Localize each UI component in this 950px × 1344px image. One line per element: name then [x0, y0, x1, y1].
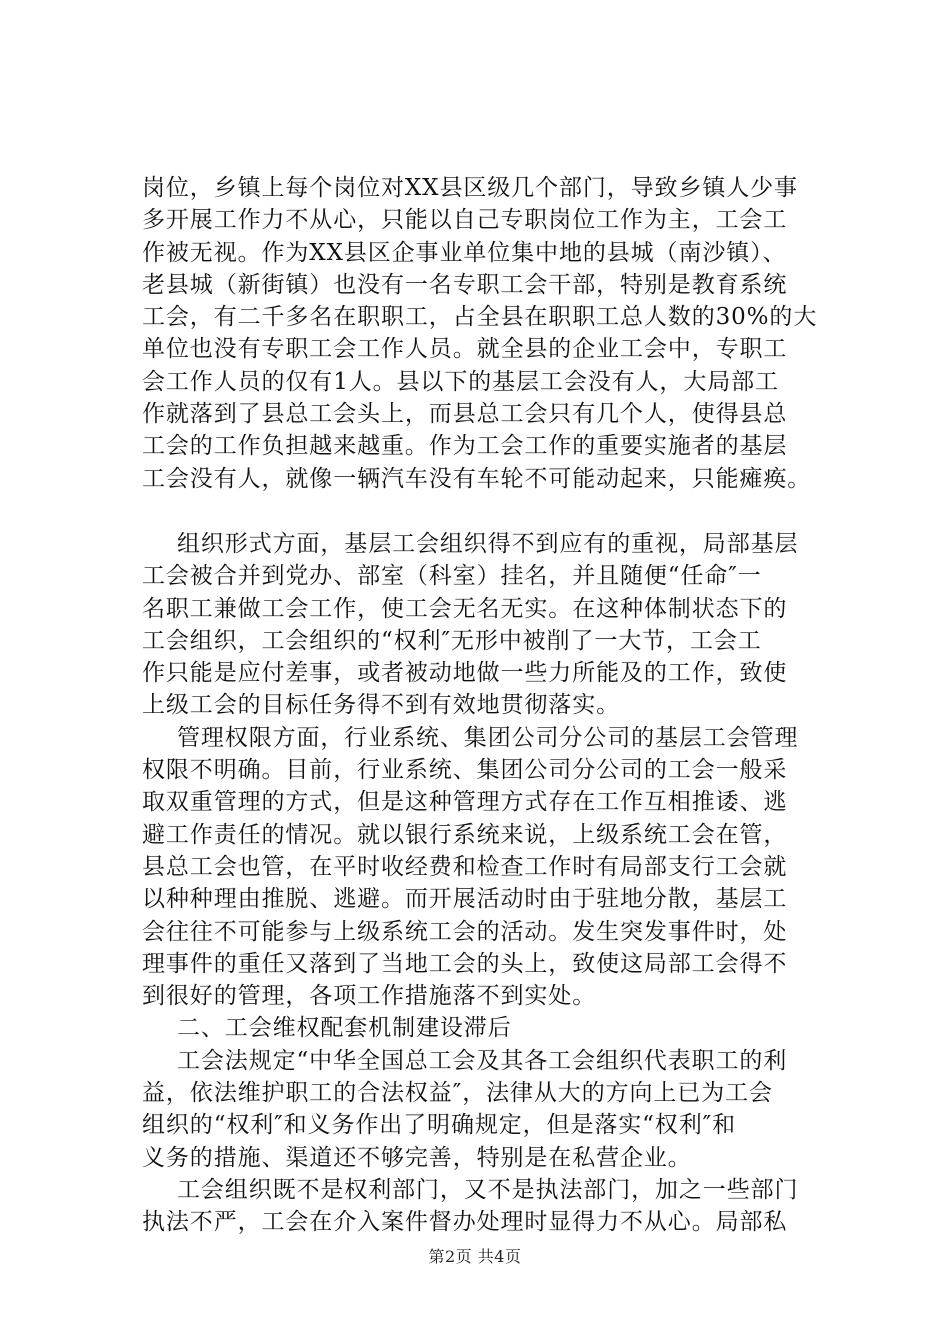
text-line: 工会法规定“中华全国总工会及其各工会组织代表职工的利: [177, 1047, 788, 1074]
text-line: 多开展工作力不从心，只能以自己专职岗位工作为主，工会工: [142, 207, 788, 234]
text-line: 避工作责任的情况。就以银行系统来说，上级系统工会在管，: [142, 821, 788, 848]
text-line: 工会被合并到党办、部室（科室）挂名，并且随便“任命″一: [142, 563, 762, 590]
text-line: 作被无视。作为XX县区企事业单位集中地的县城（南沙镇）、: [142, 239, 787, 266]
text-line: 到很好的管理，各项工作措施落不到实处。: [142, 983, 597, 1010]
text-line: 老县城（新街镇）也没有一名专职工会干部，特别是教育系统: [142, 271, 788, 298]
text-line: 以种种理由推脱、逃避。而开展活动时由于驻地分散，基层工: [142, 886, 788, 913]
paragraph-3: [142, 722, 842, 1013]
text-line: 组织的“权利″和义务作出了明确规定，但是落实“权利″和: [142, 1112, 736, 1139]
text-line: 作只能是应付差事，或者被动地做一些力所能及的工作，致使: [142, 660, 788, 687]
text-line: 工会组织既不是权利部门，又不是执法部门，加之一些部门: [177, 1176, 799, 1203]
text-line: 取双重管理的方式，但是这种管理方式存在工作互相推诿、逃: [142, 789, 788, 816]
paragraph-5: [142, 1174, 842, 1239]
paragraph-spacer: [142, 495, 842, 528]
text-line: 县总工会也管，在平时收经费和检查工作时有局部支行工会就: [142, 853, 788, 880]
text-line: 会工作人员的仅有1人。县以下的基层工会没有人，大局部工: [142, 368, 779, 395]
text-line: 工会组织，工会组织的“权利″无形中被削了一大节，工会工: [142, 627, 762, 654]
text-line: 名职工兼做工会工作，使工会无名无实。在这种体制状态下的: [142, 595, 788, 622]
text-line: 工会，有二千多名在职职工，占全县在职职工总人数的30%的大: [142, 304, 818, 331]
paragraph-4: [142, 1045, 842, 1174]
page-number-footer: 第2页 共4页: [428, 1247, 522, 1266]
text-line: 益，依法维护职工的合法权益″，法律从大的方向上已为工会: [142, 1080, 773, 1107]
text-line: 会往往不可能参与上级系统工会的活动。发生突发事件时，处: [142, 918, 788, 945]
paragraph-2: [142, 528, 842, 722]
paragraph-1: [142, 172, 842, 495]
text-line: 工会没有人，就像一辆汽车没有车轮不可能动起来，只能瘫痪。: [142, 465, 812, 492]
text-line: 理事件的重任又落到了当地工会的头上，致使这局部工会得不: [142, 950, 788, 977]
text-line: 作就落到了县总工会头上，而县总工会只有几个人，使得县总: [142, 401, 788, 428]
text-line: 工会的工作负担越来越重。作为工会工作的重要实施者的基层: [142, 433, 788, 460]
text-line: 权限不明确。目前，行业系统、集团公司分公司的工会一般采: [142, 757, 788, 784]
text-line: 单位也没有专职工会工作人员。就全县的企业工会中，专职工: [142, 336, 788, 363]
text-line: 执法不严，工会在介入案件督办处理时显得力不从心。局部私: [142, 1209, 788, 1236]
text-line: 管理权限方面，行业系统、集团公司分公司的基层工会管理: [177, 724, 799, 751]
text-line: 义务的措施、渠道还不够完善，特别是在私营企业。: [142, 1144, 692, 1171]
document-body: [142, 172, 842, 1239]
text-line: 岗位，乡镇上每个岗位对XX县区级几个部门，导致乡镇人少事: [142, 175, 798, 201]
text-line: 上级工会的目标任务得不到有效地贯彻落实。: [142, 692, 620, 719]
text-line: 组织形式方面，基层工会组织得不到应有的重视，局部基层: [177, 530, 799, 557]
section-heading: 二、工会维权配套机制建设滞后: [177, 1015, 512, 1042]
